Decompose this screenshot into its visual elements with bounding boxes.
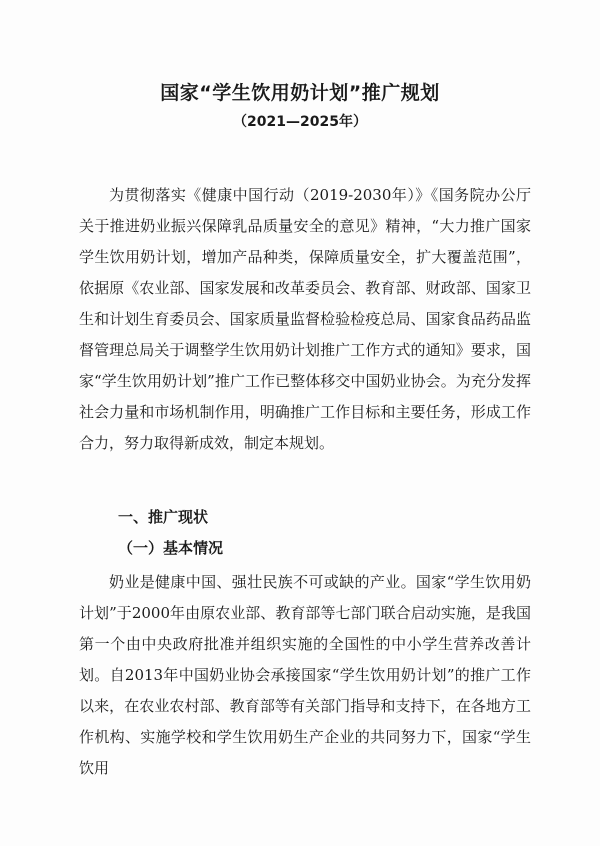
intro-paragraph: 为贯彻落实《健康中国行动（2019-2030年）》《国务院办公厅关于推进奶业振兴保障乳品质量安全的意见》精神，“大力推广国家学生饮用奶计划，增加产品种类，保障质量安全，扩大覆盖范围”，依据原《农业部、国家发展和改革委员会、教育部、财政部、国家卫生和计划生育委员会、国家质量监督检验检疫总局、国家食品药品监督管理总局关于调整学生饮用奶计划推广工作方式的通知》要求，国家“学生饮用奶计划”推广工作已整体移交中国奶业协会。为充分发挥社会力量和市场机制作用，明确推广工作目标和主要任务，形成工作合力，努力取得新成效，制定本规划。 (79, 186, 531, 452)
document-subtitle: （2021—2025年） (233, 114, 367, 130)
section-heading-1: 一、推广现状 (118, 508, 209, 526)
subsection-heading-1-1: （一）基本情况 (118, 539, 224, 557)
basic-situation-paragraph: 奶业是健康中国、强壮民族不可或缺的产业。国家“学生饮用奶计划”于2000年由原农业部、教育部等七部门联合启动实施，是我国第一个由中央政府批准并组织实施的全国性的中小学生营养改善计划。自2013年中国奶业协会承接国家“学生饮用奶计划”的推广工作以来，在农业农村部、教育部等有关部门指导和支持下，在各地方工作机构、实施学校和学生饮用奶生产企业的共同努力下，国家“学生饮用 (79, 573, 531, 777)
document-title: 国家“学生饮用奶计划”推广规划 (160, 82, 440, 104)
